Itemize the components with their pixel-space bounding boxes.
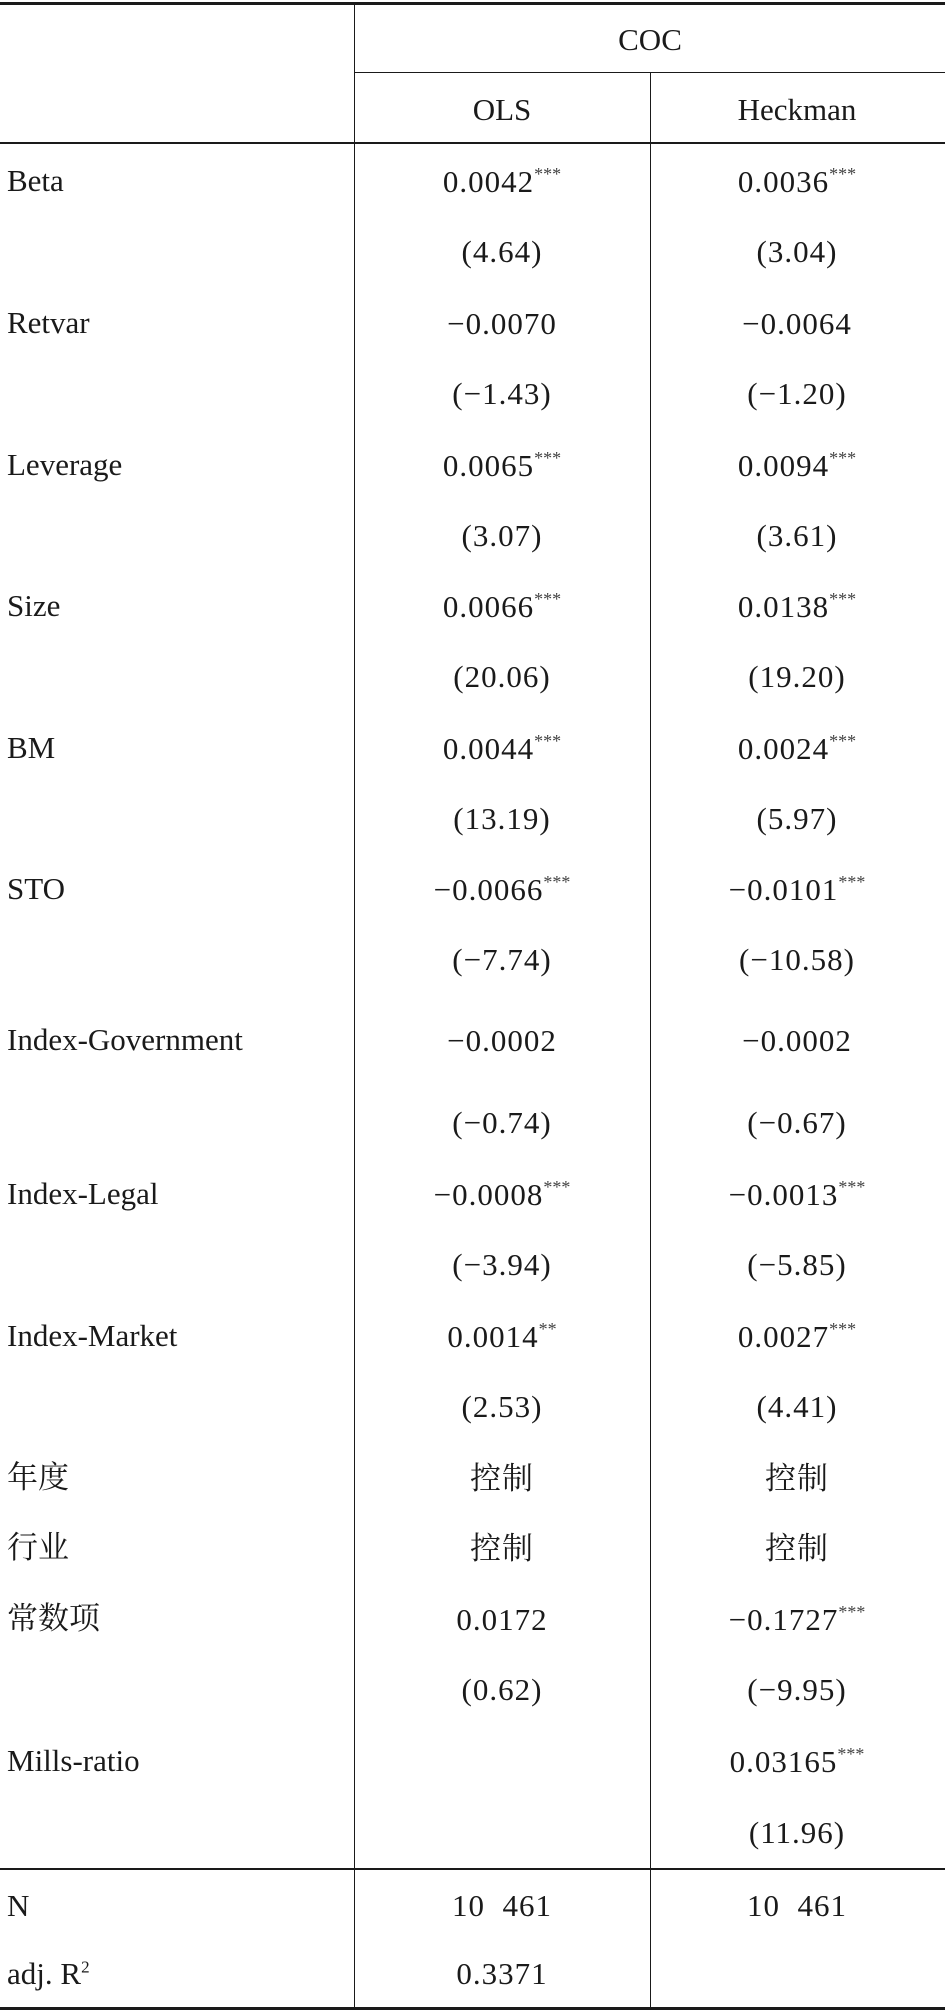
significance-stars: *** [829,448,857,468]
cell-value: −0.0064 [742,306,852,341]
cell-value: (−1.20) [747,376,847,411]
significance-stars: *** [543,872,571,892]
cell-value: 0.03165 [729,1744,838,1779]
cell-value: (2.53) [461,1389,543,1424]
significance-stars: ** [538,1319,557,1339]
cell-value: (−10.58) [739,942,855,977]
cell-ols [434,1178,571,1210]
significance-stars: *** [838,872,866,892]
cell-value: −0.1727 [728,1602,839,1637]
cell-value: 0.0014 [447,1319,539,1354]
cell-heckman [747,1248,846,1280]
column-divider [650,72,651,2008]
footer-n-ols: 10 461 [452,1888,552,1923]
cell-value: (−9.95) [747,1672,847,1707]
cell-value: 0.0172 [456,1602,548,1637]
cell-value: 控制 [765,1461,829,1496]
cell-heckman [738,449,856,481]
cell-heckman [747,1106,846,1138]
col-header-heckman: Heckman [737,92,857,127]
cell-heckman [738,590,856,622]
row-label: Index-Government [7,1022,243,1057]
cell-value: −0.0008 [433,1177,544,1212]
cell-heckman [757,519,838,551]
cell-value: (−1.43) [452,376,552,411]
cell-value: 控制 [765,1531,829,1566]
cell-ols [470,1532,534,1564]
adjr2-superscript: 2 [81,1957,90,1977]
cell-ols [453,802,550,834]
row-label: 常数项 [7,1601,100,1636]
cell-value: (−3.94) [452,1247,552,1282]
cell-heckman [738,1320,856,1352]
cell-heckman [748,660,845,692]
cell-ols [452,377,551,409]
significance-stars: *** [534,164,562,184]
cell-heckman [749,1816,845,1848]
cell-heckman [757,235,838,267]
row-label: 年度 [7,1460,69,1495]
cell-ols [456,1603,547,1635]
cell-ols [434,873,571,905]
cell-heckman [742,307,852,339]
footer-label-n: N [7,1888,30,1923]
cell-heckman [747,377,846,409]
cell-value: (3.07) [461,518,543,553]
cell-value: −0.0066 [433,872,544,907]
top-rule [0,2,945,5]
cell-heckman [765,1462,829,1494]
cell-value: (0.62) [461,1672,543,1707]
cell-value: 0.0027 [737,1319,830,1354]
cell-heckman [730,1745,865,1777]
footer-rule [0,1868,945,1870]
cell-ols [462,235,543,267]
stub-divider [354,2,355,2008]
cell-value: −0.0002 [447,1023,557,1058]
significance-stars: *** [829,589,857,609]
cell-value: −0.0002 [742,1023,852,1058]
row-label: Index-Legal [7,1176,159,1211]
cell-ols [443,449,561,481]
cell-value: (−0.67) [747,1105,847,1140]
cell-value: 控制 [470,1531,534,1566]
footer-label-adjr2 [7,1958,90,1989]
significance-stars: *** [534,589,562,609]
cell-heckman [747,1673,846,1705]
bottom-rule [0,2007,945,2010]
cell-ols [443,590,561,622]
cell-value: 0.0066 [442,589,535,624]
cell-ols [452,943,551,975]
cell-heckman [738,732,856,764]
cell-value: (−0.74) [452,1105,552,1140]
row-label: Beta [7,163,64,198]
cell-value: −0.0013 [728,1177,839,1212]
adjr2-label-text: adj. R [7,1956,82,1991]
cell-value: 控制 [470,1461,534,1496]
cell-value: (19.20) [748,659,846,694]
cell-value: (3.61) [756,518,838,553]
cell-heckman [757,1390,838,1422]
significance-stars: *** [534,448,562,468]
cell-value: (20.06) [453,659,551,694]
cell-heckman [738,165,856,197]
cell-ols [462,519,543,551]
cell-value: (−5.85) [747,1247,847,1282]
cell-heckman [729,1603,866,1635]
cell-heckman [729,1178,866,1210]
cell-heckman [739,943,855,975]
cell-heckman [765,1532,829,1564]
cell-value: (5.97) [756,801,838,836]
row-label: Leverage [7,447,123,482]
cell-ols [452,1106,551,1138]
cell-value: 0.0094 [737,448,830,483]
cell-value: (−7.74) [452,942,552,977]
cell-ols [443,165,561,197]
footer-adjr2-ols: 0.3371 [456,1956,548,1991]
col-header-ols: OLS [472,92,532,127]
cell-value: (4.41) [756,1389,838,1424]
cell-value: −0.0101 [728,872,839,907]
cell-value: 0.0042 [442,164,535,199]
cell-ols [462,1390,543,1422]
row-label: Index-Market [7,1318,178,1353]
cell-heckman [757,802,838,834]
significance-stars: *** [829,164,857,184]
cell-value: 0.0065 [442,448,535,483]
cell-value: (11.96) [748,1815,846,1850]
cell-ols [470,1462,534,1494]
cell-value: (4.64) [461,234,543,269]
cell-heckman [742,1024,852,1056]
cell-ols [447,307,557,339]
cell-value: 0.0044 [442,731,535,766]
significance-stars: *** [838,1602,866,1622]
cell-ols [462,1673,543,1705]
header-rule [0,142,945,144]
row-label: 行业 [7,1530,69,1565]
row-label: Retvar [7,305,90,340]
row-label: STO [7,871,66,906]
significance-stars: *** [829,1319,857,1339]
cell-ols [452,1248,551,1280]
group-header: COC [618,22,682,57]
cell-ols [443,732,561,764]
cell-heckman [729,873,866,905]
significance-stars: *** [543,1177,571,1197]
cell-ols [447,1024,557,1056]
significance-stars: *** [838,1177,866,1197]
cell-ols [453,660,550,692]
cell-value: −0.0070 [447,306,557,341]
cell-value: 0.0036 [737,164,830,199]
row-label: BM [7,730,56,765]
significance-stars: *** [837,1744,865,1764]
cell-value: (3.04) [756,234,838,269]
cell-value: 0.0024 [737,731,830,766]
significance-stars: *** [829,731,857,751]
footer-n-heckman: 10 461 [747,1888,847,1923]
row-label: Size [7,588,61,623]
cell-ols [447,1320,556,1352]
row-label: Mills-ratio [7,1743,140,1778]
cell-value: (13.19) [453,801,551,836]
cell-value: 0.0138 [737,589,830,624]
significance-stars: *** [534,731,562,751]
